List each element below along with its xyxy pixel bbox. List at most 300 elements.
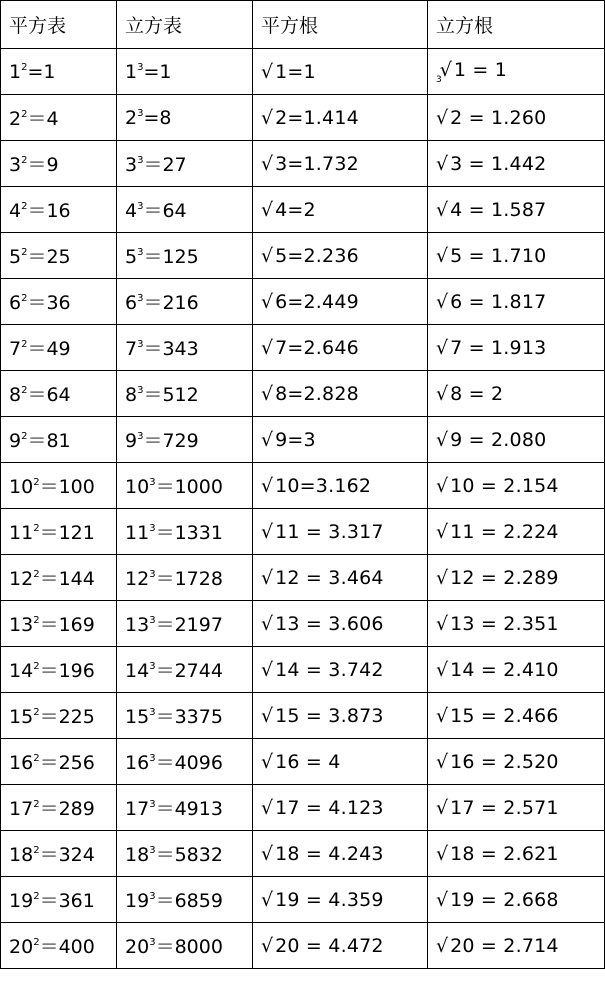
square-base: 20: [9, 936, 34, 958]
square-result: ＝144: [39, 568, 95, 590]
radical-icon: √: [261, 198, 274, 221]
square-root-value: 13 = 3.606: [275, 612, 384, 635]
cube-result: ＝3375: [155, 706, 223, 728]
cube-result: ＝64: [143, 200, 187, 222]
cube-result: ＝1728: [155, 568, 223, 590]
square-cell: [1, 49, 117, 95]
square-root-cell: [253, 187, 428, 233]
square-root-cell: [253, 233, 428, 279]
cube-root-cell: [428, 325, 605, 371]
table-row: [1, 233, 605, 279]
radical-icon: √: [436, 382, 449, 405]
table-row: [1, 187, 605, 233]
cube-base: 8: [125, 384, 138, 406]
square-base: 11: [9, 522, 34, 544]
cube-root-cell: [428, 831, 605, 877]
radical-icon: √: [261, 888, 274, 911]
cube-base: 20: [125, 936, 150, 958]
cube-root-index: 3: [436, 74, 442, 85]
square-base: 2: [9, 108, 22, 130]
radical-icon: √: [436, 106, 449, 129]
cube-root-value: 9 = 2.080: [450, 428, 547, 451]
cube-exponent: 3: [149, 569, 156, 580]
square-root-cell: [253, 647, 428, 693]
cube-cell: [117, 647, 253, 693]
square-result: ＝324: [39, 844, 95, 866]
cube-root-cell: [428, 923, 605, 969]
cube-base: 10: [125, 476, 150, 498]
square-root-value: 1=1: [275, 60, 316, 83]
square-exponent: 2: [33, 937, 40, 948]
square-result: ＝81: [27, 430, 71, 452]
radical-icon: √: [261, 796, 274, 819]
cube-cell: [117, 601, 253, 647]
cube-exponent: 3: [149, 615, 156, 626]
square-base: 9: [9, 430, 22, 452]
square-exponent: 2: [21, 293, 28, 304]
cube-result: ＝729: [143, 430, 199, 452]
cube-base: 4: [125, 200, 138, 222]
table-row: [1, 693, 605, 739]
radical-icon: √: [436, 152, 449, 175]
square-base: 14: [9, 660, 34, 682]
radical-icon: √: [439, 58, 452, 81]
square-exponent: 2: [33, 661, 40, 672]
radical-icon: √: [261, 60, 274, 83]
radical-icon: √: [261, 612, 274, 635]
square-base: 8: [9, 384, 22, 406]
cube-cell: [117, 49, 253, 95]
square-base: 16: [9, 752, 34, 774]
cube-exponent: 3: [149, 523, 156, 534]
square-cell: [1, 785, 117, 831]
square-result: ＝100: [39, 476, 95, 498]
radical-icon: √: [436, 796, 449, 819]
table-row: [1, 785, 605, 831]
table-row: [1, 555, 605, 601]
square-exponent: 2: [21, 431, 28, 442]
cube-exponent: 3: [137, 339, 144, 350]
cube-result: ＝343: [143, 338, 199, 360]
cube-exponent: 3: [137, 201, 144, 212]
table-row: [1, 371, 605, 417]
radical-icon: √: [261, 336, 274, 359]
square-exponent: 2: [21, 109, 28, 120]
square-cell: [1, 739, 117, 785]
cube-base: 5: [125, 246, 138, 268]
square-exponent: 2: [21, 155, 28, 166]
table-row: [1, 279, 605, 325]
square-result: ＝16: [27, 200, 71, 222]
cube-root-value: 3 = 1.442: [450, 152, 547, 175]
square-exponent: 2: [33, 569, 40, 580]
square-exponent: 2: [33, 615, 40, 626]
cube-base: 6: [125, 292, 138, 314]
cube-result: ＝1000: [155, 476, 223, 498]
square-root-value: 6=2.449: [275, 290, 359, 313]
square-cell: [1, 417, 117, 463]
square-cell: [1, 555, 117, 601]
radical-icon: √: [436, 750, 449, 773]
square-root-cell: [253, 693, 428, 739]
radical-icon: √: [436, 842, 449, 865]
radical-icon: √: [261, 106, 274, 129]
square-root-value: 3=1.732: [275, 152, 359, 175]
cube-exponent: 3: [137, 155, 144, 166]
radical-icon: √: [436, 336, 449, 359]
square-result: ＝64: [27, 384, 71, 406]
square-root-cell: [253, 877, 428, 923]
cube-result: ＝27: [143, 154, 187, 176]
cube-exponent: 3: [149, 753, 156, 764]
square-exponent: 2: [21, 201, 28, 212]
square-root-value: 8=2.828: [275, 382, 359, 405]
cube-base: 15: [125, 706, 150, 728]
cube-root-cell: [428, 233, 605, 279]
cube-exponent: 3: [137, 107, 144, 119]
table-row: [1, 739, 605, 785]
cube-exponent: 3: [137, 247, 144, 258]
square-base: 5: [9, 246, 22, 268]
square-exponent: 2: [21, 339, 28, 350]
square-root-cell: [253, 325, 428, 371]
header-squares: 平方表: [1, 1, 117, 49]
cube-root-value: 6 = 1.817: [450, 290, 547, 313]
square-root-cell: [253, 555, 428, 601]
cube-cell: [117, 739, 253, 785]
cube-root-cell: [428, 509, 605, 555]
cube-root-value: 7 = 1.913: [450, 336, 547, 359]
cube-exponent: 3: [137, 61, 144, 73]
radical-icon: √: [261, 750, 274, 773]
square-base: 13: [9, 614, 34, 636]
table-row: [1, 647, 605, 693]
table-row: [1, 325, 605, 371]
square-root-value: 5=2.236: [275, 244, 359, 267]
cube-result: ＝1331: [155, 522, 223, 544]
square-cell: [1, 95, 117, 141]
square-root-value: 14 = 3.742: [275, 658, 384, 681]
square-cell: [1, 325, 117, 371]
square-base: 17: [9, 798, 34, 820]
square-cell: [1, 647, 117, 693]
cube-cell: [117, 233, 253, 279]
cube-root-value: 11 = 2.224: [450, 520, 559, 543]
radical-icon: √: [436, 198, 449, 221]
square-cell: [1, 831, 117, 877]
cube-root-cell: [428, 279, 605, 325]
cube-exponent: 3: [137, 431, 144, 442]
cube-root-cell: [428, 95, 605, 141]
radical-icon: √: [436, 888, 449, 911]
square-base: 1: [9, 60, 22, 83]
cube-root-value: 14 = 2.410: [450, 658, 559, 681]
cube-root-cell: [428, 693, 605, 739]
square-base: 6: [9, 292, 22, 314]
cube-cell: [117, 923, 253, 969]
square-root-value: 4=2: [275, 198, 316, 221]
cube-exponent: 3: [149, 477, 156, 488]
table-row: [1, 463, 605, 509]
radical-icon: √: [436, 520, 449, 543]
table-row: [1, 95, 605, 141]
square-cell: [1, 693, 117, 739]
square-root-value: 7=2.646: [275, 336, 359, 359]
square-root-cell: [253, 601, 428, 647]
table-row: [1, 49, 605, 95]
radical-icon: √: [261, 428, 274, 451]
square-result: ＝196: [39, 660, 95, 682]
radical-icon: √: [261, 934, 274, 957]
square-cell: [1, 371, 117, 417]
square-root-value: 2=1.414: [275, 106, 359, 129]
square-exponent: 2: [33, 523, 40, 534]
square-base: 7: [9, 338, 22, 360]
cube-cell: [117, 279, 253, 325]
square-root-value: 9=3: [275, 428, 316, 451]
radical-icon: √: [436, 290, 449, 313]
cube-cell: [117, 417, 253, 463]
cube-result: =8: [143, 106, 172, 129]
square-root-cell: [253, 371, 428, 417]
radical-icon: √: [261, 658, 274, 681]
square-root-cell: [253, 923, 428, 969]
radical-icon: √: [261, 244, 274, 267]
cube-base: 16: [125, 752, 150, 774]
table-row: [1, 831, 605, 877]
cube-root-cell: [428, 601, 605, 647]
cube-cell: [117, 877, 253, 923]
square-exponent: 2: [21, 385, 28, 396]
cube-base: 9: [125, 430, 138, 452]
square-exponent: 2: [21, 247, 28, 258]
cube-cell: [117, 831, 253, 877]
cube-exponent: 3: [137, 293, 144, 304]
cube-root-value: 15 = 2.466: [450, 704, 559, 727]
square-root-value: 17 = 4.123: [275, 796, 384, 819]
cube-result: ＝5832: [155, 844, 223, 866]
cube-cell: [117, 693, 253, 739]
radical-icon: √: [436, 244, 449, 267]
square-root-value: 16 = 4: [275, 750, 341, 773]
radical-icon: √: [436, 566, 449, 589]
cube-root-value: 8 = 2: [450, 382, 504, 405]
cube-root-value: 20 = 2.714: [450, 934, 559, 957]
cube-root-value: 5 = 1.710: [450, 244, 547, 267]
radical-icon: √: [261, 382, 274, 405]
cube-base: 11: [125, 522, 150, 544]
square-base: 19: [9, 890, 34, 912]
square-root-value: 10=3.162: [275, 474, 372, 497]
square-result: ＝9: [27, 154, 59, 176]
square-cell: [1, 877, 117, 923]
cube-exponent: 3: [149, 799, 156, 810]
square-result: ＝25: [27, 246, 71, 268]
square-exponent: 2: [33, 891, 40, 902]
square-exponent: 2: [21, 61, 28, 73]
square-result: ＝225: [39, 706, 95, 728]
cube-root-value: 18 = 2.621: [450, 842, 559, 865]
square-exponent: 2: [33, 477, 40, 488]
square-root-value: 18 = 4.243: [275, 842, 384, 865]
cube-root-cell: [428, 785, 605, 831]
square-result: ＝289: [39, 798, 95, 820]
cube-base: 17: [125, 798, 150, 820]
cube-base: 7: [125, 338, 138, 360]
radical-icon: √: [261, 474, 274, 497]
cube-result: ＝216: [143, 292, 199, 314]
square-root-value: 11 = 3.317: [275, 520, 384, 543]
cube-base: 3: [125, 154, 138, 176]
square-cell: [1, 463, 117, 509]
square-exponent: 2: [33, 707, 40, 718]
square-exponent: 2: [33, 753, 40, 764]
cube-exponent: 3: [149, 661, 156, 672]
cube-base: 2: [125, 106, 138, 129]
cube-cell: [117, 463, 253, 509]
square-base: 10: [9, 476, 34, 498]
square-root-cell: [253, 49, 428, 95]
cube-cell: [117, 325, 253, 371]
square-base: 12: [9, 568, 34, 590]
cube-base: 13: [125, 614, 150, 636]
cube-root-value: 2 = 1.260: [450, 106, 547, 129]
square-result: ＝400: [39, 936, 95, 958]
square-root-cell: [253, 739, 428, 785]
cube-base: 12: [125, 568, 150, 590]
square-exponent: 2: [33, 799, 40, 810]
square-root-cell: [253, 417, 428, 463]
cube-root-cell: [428, 555, 605, 601]
cube-cell: [117, 187, 253, 233]
cube-exponent: 3: [149, 707, 156, 718]
cube-cell: [117, 509, 253, 555]
cube-cell: [117, 141, 253, 187]
radical-icon: √: [436, 612, 449, 635]
square-root-cell: [253, 831, 428, 877]
cube-result: ＝4913: [155, 798, 223, 820]
square-result: =1: [27, 60, 56, 83]
cube-root-cell: [428, 141, 605, 187]
cube-cell: [117, 371, 253, 417]
square-base: 4: [9, 200, 22, 222]
radical-icon: √: [261, 704, 274, 727]
square-exponent: 2: [33, 845, 40, 856]
square-cell: [1, 233, 117, 279]
radical-icon: √: [436, 428, 449, 451]
square-base: 15: [9, 706, 34, 728]
table-row: [1, 601, 605, 647]
cube-root-cell: [428, 187, 605, 233]
cube-root-value: 19 = 2.668: [450, 888, 559, 911]
square-cell: [1, 141, 117, 187]
table-row: [1, 417, 605, 463]
square-root-value: 12 = 3.464: [275, 566, 384, 589]
cube-root-cell: [428, 371, 605, 417]
radical-icon: √: [436, 704, 449, 727]
cube-result: ＝125: [143, 246, 199, 268]
radical-icon: √: [261, 842, 274, 865]
cube-exponent: 3: [149, 845, 156, 856]
header-row: [1, 1, 605, 49]
cube-cell: [117, 95, 253, 141]
square-base: 18: [9, 844, 34, 866]
table-row: [1, 509, 605, 555]
cube-result: ＝4096: [155, 752, 223, 774]
cube-cell: [117, 785, 253, 831]
cube-base: 1: [125, 60, 138, 83]
square-root-value: 20 = 4.472: [275, 934, 384, 957]
cube-base: 19: [125, 890, 150, 912]
square-result: ＝36: [27, 292, 71, 314]
square-cell: [1, 601, 117, 647]
cube-exponent: 3: [149, 937, 156, 948]
radical-icon: √: [436, 934, 449, 957]
cube-root-value: 16 = 2.520: [450, 750, 559, 773]
cube-cell: [117, 555, 253, 601]
table-row: [1, 877, 605, 923]
cube-root-cell: [428, 49, 605, 95]
header-cube-roots: 立方根: [428, 1, 605, 49]
cube-result: ＝6859: [155, 890, 223, 912]
square-root-cell: [253, 509, 428, 555]
square-cell: [1, 509, 117, 555]
table-row: [1, 923, 605, 969]
cube-root-value: 13 = 2.351: [450, 612, 559, 635]
cube-root-value: 12 = 2.289: [450, 566, 559, 589]
cube-base: 14: [125, 660, 150, 682]
radical-icon: √: [261, 290, 274, 313]
cube-result: ＝2744: [155, 660, 223, 682]
cube-root-cell: [428, 877, 605, 923]
square-cell: [1, 187, 117, 233]
square-result: ＝49: [27, 338, 71, 360]
cube-result: ＝8000: [155, 936, 223, 958]
cube-root-value: 4 = 1.587: [450, 198, 547, 221]
square-result: ＝121: [39, 522, 95, 544]
cube-root-cell: [428, 739, 605, 785]
radical-icon: √: [436, 474, 449, 497]
header-square-roots: 平方根: [253, 1, 428, 49]
square-root-cell: [253, 785, 428, 831]
table-row: [1, 141, 605, 187]
square-result: ＝4: [27, 108, 59, 130]
square-result: ＝361: [39, 890, 95, 912]
radical-icon: √: [261, 520, 274, 543]
radical-icon: √: [261, 566, 274, 589]
square-cell: [1, 923, 117, 969]
cube-base: 18: [125, 844, 150, 866]
square-result: ＝169: [39, 614, 95, 636]
radical-icon: √: [436, 658, 449, 681]
square-result: ＝256: [39, 752, 95, 774]
cube-root-cell: [428, 647, 605, 693]
cube-root-value: 10 = 2.154: [450, 474, 559, 497]
square-base: 3: [9, 154, 22, 176]
square-root-cell: [253, 141, 428, 187]
cube-result: =1: [143, 60, 172, 83]
square-root-cell: [253, 463, 428, 509]
square-root-value: 15 = 3.873: [275, 704, 384, 727]
radical-icon: √: [261, 152, 274, 175]
square-root-cell: [253, 95, 428, 141]
cube-result: ＝2197: [155, 614, 223, 636]
cube-root-value: 1 = 1: [453, 58, 508, 81]
cube-root-cell: [428, 417, 605, 463]
cube-result: ＝512: [143, 384, 199, 406]
square-cell: [1, 279, 117, 325]
square-root-value: 19 = 4.359: [275, 888, 384, 911]
